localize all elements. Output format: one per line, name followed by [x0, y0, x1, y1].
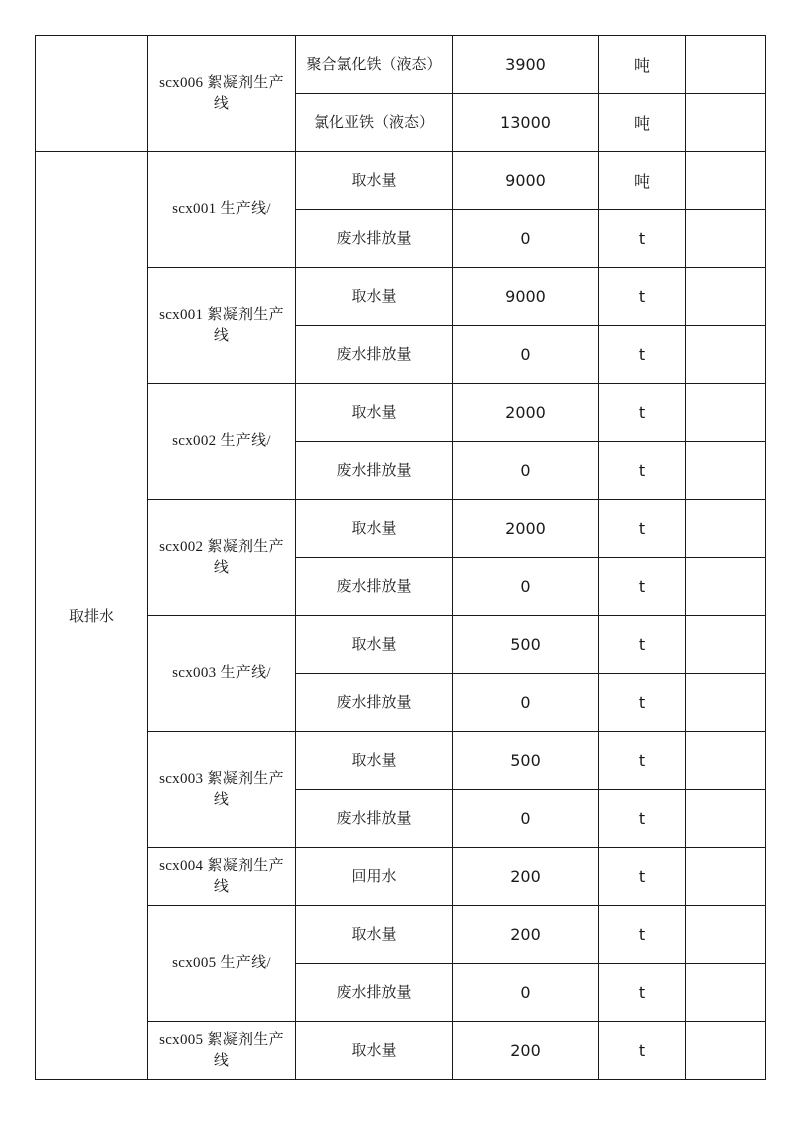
production-line-cell: scx001 絮凝剂生产线	[148, 268, 296, 384]
note-cell	[686, 790, 766, 848]
unit-cell: 吨	[599, 36, 686, 94]
value-cell: 9000	[453, 152, 599, 210]
note-cell	[686, 558, 766, 616]
note-cell	[686, 1022, 766, 1080]
value-cell: 500	[453, 616, 599, 674]
unit-cell: t	[599, 732, 686, 790]
note-cell	[686, 616, 766, 674]
unit-cell: t	[599, 616, 686, 674]
production-line-cell: scx005 絮凝剂生产线	[148, 1022, 296, 1080]
item-cell: 废水排放量	[296, 964, 453, 1022]
note-cell	[686, 500, 766, 558]
note-cell	[686, 94, 766, 152]
item-cell: 取水量	[296, 268, 453, 326]
value-cell: 0	[453, 558, 599, 616]
production-line-cell: scx002 絮凝剂生产线	[148, 500, 296, 616]
value-cell: 200	[453, 906, 599, 964]
note-cell	[686, 326, 766, 384]
item-cell: 氯化亚铁（液态）	[296, 94, 453, 152]
value-cell: 0	[453, 790, 599, 848]
note-cell	[686, 732, 766, 790]
value-cell: 0	[453, 442, 599, 500]
note-cell	[686, 268, 766, 326]
value-cell: 9000	[453, 268, 599, 326]
production-line-cell: scx003 絮凝剂生产线	[148, 732, 296, 848]
item-cell: 取水量	[296, 616, 453, 674]
unit-cell: t	[599, 1022, 686, 1080]
unit-cell: 吨	[599, 94, 686, 152]
production-line-cell: scx003 生产线/	[148, 616, 296, 732]
table-row	[36, 36, 766, 94]
production-line-cell: scx002 生产线/	[148, 384, 296, 500]
item-cell: 取水量	[296, 732, 453, 790]
note-cell	[686, 384, 766, 442]
production-line-cell: scx001 生产线/	[148, 152, 296, 268]
unit-cell: t	[599, 906, 686, 964]
item-cell: 回用水	[296, 848, 453, 906]
item-cell: 废水排放量	[296, 210, 453, 268]
data-table	[35, 35, 766, 1080]
value-cell: 13000	[453, 94, 599, 152]
value-cell: 0	[453, 326, 599, 384]
note-cell	[686, 906, 766, 964]
category-cell: 取排水	[36, 152, 148, 1080]
value-cell: 200	[453, 1022, 599, 1080]
value-cell: 200	[453, 848, 599, 906]
value-cell: 0	[453, 964, 599, 1022]
unit-cell: t	[599, 558, 686, 616]
value-cell: 2000	[453, 384, 599, 442]
unit-cell: t	[599, 964, 686, 1022]
production-line-cell: scx006 絮凝剂生产线	[148, 36, 296, 152]
unit-cell: t	[599, 790, 686, 848]
item-cell: 取水量	[296, 906, 453, 964]
item-cell: 取水量	[296, 152, 453, 210]
unit-cell: t	[599, 210, 686, 268]
item-cell: 废水排放量	[296, 326, 453, 384]
note-cell	[686, 964, 766, 1022]
unit-cell: t	[599, 326, 686, 384]
note-cell	[686, 152, 766, 210]
note-cell	[686, 36, 766, 94]
note-cell	[686, 442, 766, 500]
item-cell: 废水排放量	[296, 558, 453, 616]
value-cell: 500	[453, 732, 599, 790]
unit-cell: t	[599, 384, 686, 442]
production-line-cell: scx004 絮凝剂生产线	[148, 848, 296, 906]
note-cell	[686, 210, 766, 268]
item-cell: 废水排放量	[296, 790, 453, 848]
item-cell: 废水排放量	[296, 674, 453, 732]
value-cell: 0	[453, 210, 599, 268]
item-cell: 聚合氯化铁（液态）	[296, 36, 453, 94]
item-cell: 取水量	[296, 500, 453, 558]
unit-cell: t	[599, 674, 686, 732]
item-cell: 废水排放量	[296, 442, 453, 500]
category-cell	[36, 36, 148, 152]
table-row	[36, 152, 766, 210]
value-cell: 2000	[453, 500, 599, 558]
value-cell: 3900	[453, 36, 599, 94]
production-line-cell: scx005 生产线/	[148, 906, 296, 1022]
unit-cell: t	[599, 442, 686, 500]
unit-cell: t	[599, 500, 686, 558]
value-cell: 0	[453, 674, 599, 732]
unit-cell: 吨	[599, 152, 686, 210]
unit-cell: t	[599, 848, 686, 906]
note-cell	[686, 674, 766, 732]
item-cell: 取水量	[296, 384, 453, 442]
item-cell: 取水量	[296, 1022, 453, 1080]
note-cell	[686, 848, 766, 906]
unit-cell: t	[599, 268, 686, 326]
